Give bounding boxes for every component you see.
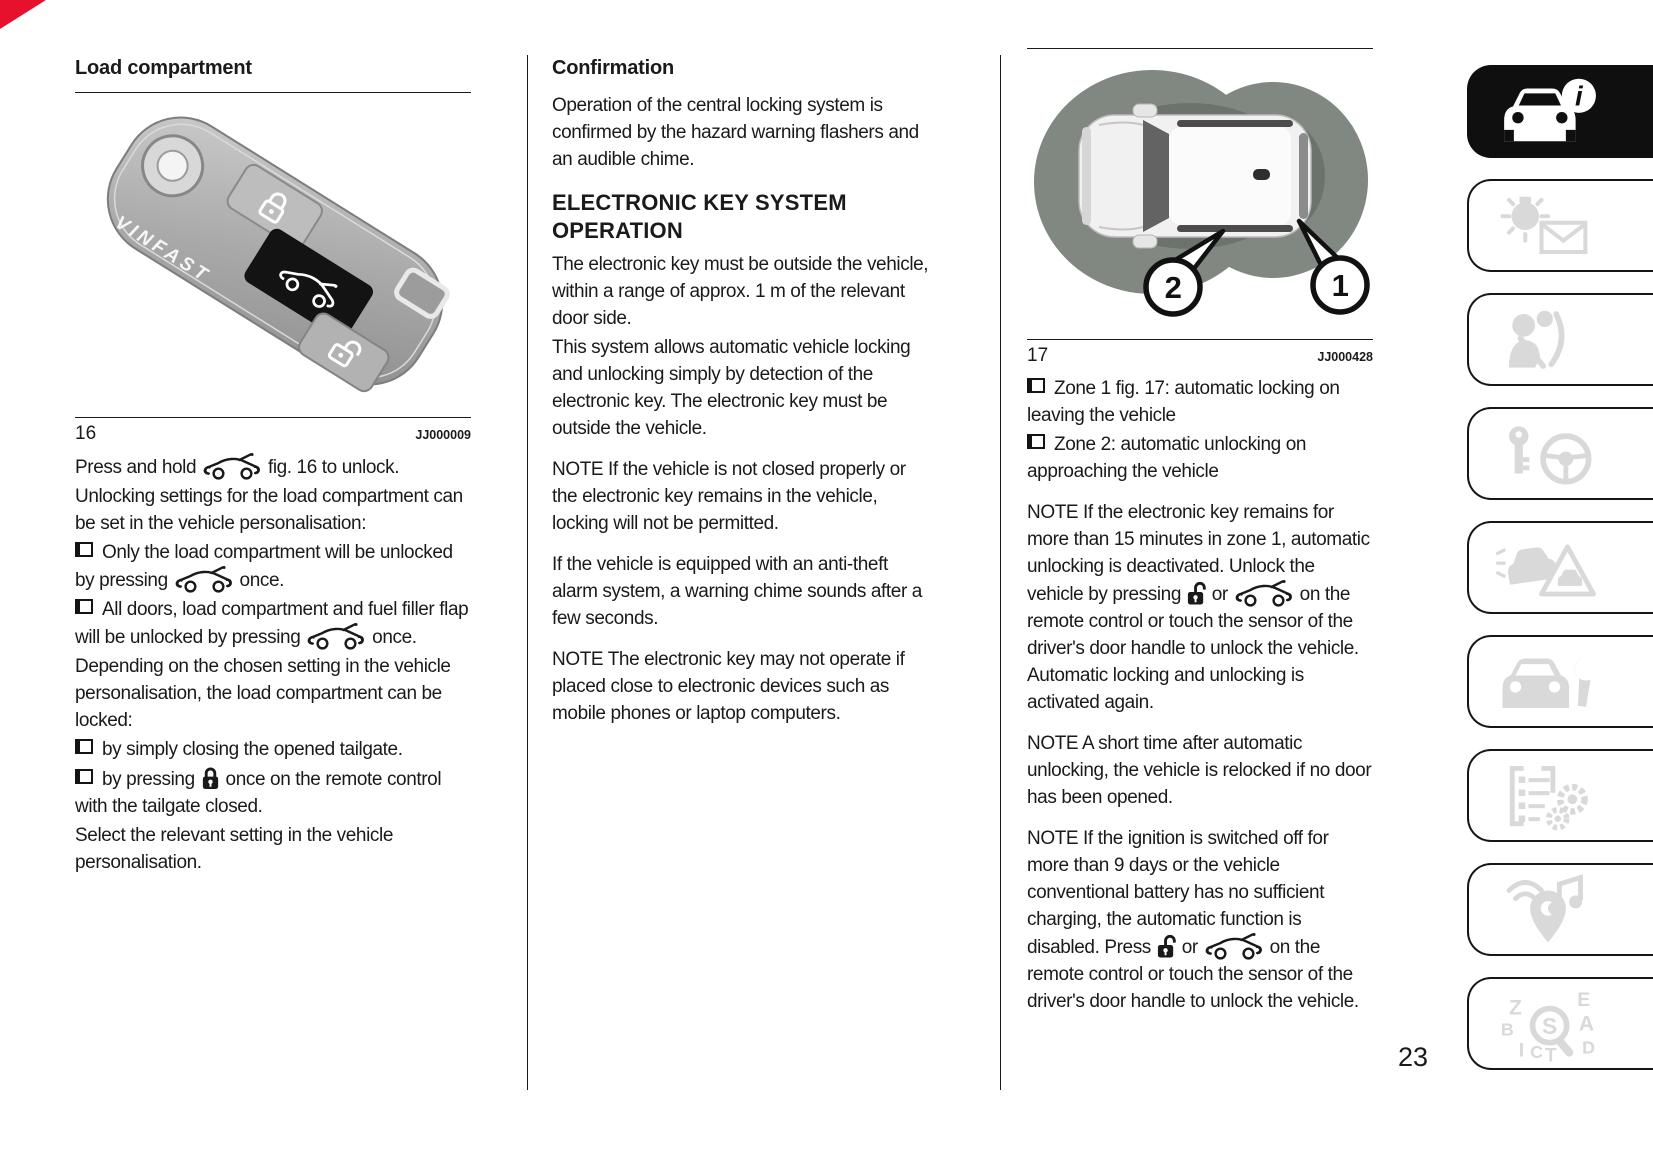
paragraph: Select the relevant setting in the vehicle personalisation. [75, 825, 394, 873]
tab-warning-lights-messages[interactable] [1467, 179, 1653, 272]
tab-emergency[interactable] [1467, 521, 1653, 614]
figure-code: JJ000428 [1317, 350, 1373, 364]
tab-starting-driving[interactable] [1467, 407, 1653, 500]
svg-text:i: i [1575, 80, 1583, 111]
svg-text:1: 1 [1331, 268, 1349, 303]
figure-17-caption [1027, 342, 1373, 371]
bullet-item: Zone 2: automatic unlocking on approaching the vehicle [1027, 434, 1307, 482]
chapter-heading: ELECTRONIC KEY SYSTEM OPERATION [552, 190, 847, 243]
svg-text:2: 2 [1164, 270, 1182, 305]
paragraph: Press and hold fig. 16 to unlock. [75, 453, 471, 481]
warning-lights-messages-icon [1489, 187, 1607, 265]
svg-text:A: A [1578, 1012, 1595, 1035]
car-top-view [1079, 104, 1311, 248]
figure-code: JJ000009 [415, 428, 471, 442]
paragraph: Operation of the central locking system is confirmed by the hazard warning flashers and an audible chime. [552, 95, 919, 170]
tab-technical-data[interactable] [1467, 749, 1653, 842]
bullet-item: by simply closing the opened tailgate. [75, 736, 471, 763]
tab-index[interactable] [1467, 977, 1653, 1070]
page-number: 23 [1398, 1042, 1429, 1072]
paragraph: If the vehicle is equipped with an anti-theft alarm system, a warning chime sounds after a few seconds. [552, 554, 922, 629]
key-steering-wheel-icon [1489, 415, 1607, 493]
square-bullet-icon [75, 769, 93, 784]
car-zones-illustration [1027, 49, 1373, 331]
car-open-tailgate-icon [173, 566, 235, 594]
svg-text:B: B [1500, 1018, 1514, 1039]
car-service-wrench-icon [1489, 643, 1607, 721]
car-open-tailgate-icon [201, 453, 263, 481]
column-electronic-key [552, 55, 932, 729]
alphabetical-index-icon [1489, 985, 1607, 1063]
lock-open-icon [1186, 580, 1207, 606]
square-bullet-icon [75, 739, 93, 754]
column-divider [1000, 55, 1001, 1090]
figure-16-key-fob [75, 93, 471, 417]
safety-airbag-icon [1489, 301, 1607, 379]
bullet-item: Zone 1 fig. 17: automatic locking on leaving the vehicle [1027, 378, 1340, 426]
section-heading: Confirmation [552, 57, 675, 79]
car-open-tailgate-icon [1233, 580, 1295, 608]
lock-closed-icon [200, 765, 221, 791]
svg-text:E: E [1577, 988, 1591, 1011]
figure-number: 16 [75, 423, 97, 444]
tab-vehicle-info[interactable] [1467, 65, 1653, 158]
paragraph: Unlocking settings for the load compartment can be set in the vehicle personalisation: [75, 486, 463, 534]
tab-servicing[interactable] [1467, 635, 1653, 728]
svg-text:S: S [1542, 1012, 1558, 1039]
technical-data-gears-icon [1489, 757, 1607, 835]
emergency-triangle-icon [1489, 529, 1607, 607]
page-corner-marker [0, 0, 46, 29]
column-zones [1027, 48, 1373, 1017]
multimedia-icon [1489, 871, 1607, 949]
column-load-compartment [75, 55, 471, 878]
figure-number: 17 [1027, 345, 1049, 366]
square-bullet-icon [75, 542, 93, 557]
svg-text:C: C [1530, 1041, 1544, 1062]
figure-bottom-rule [75, 417, 471, 418]
vehicle-info-icon [1489, 73, 1607, 151]
paragraph: Depending on the chosen setting in the vehicle personalisation, the load compartment can be locked: [75, 656, 451, 731]
bullet-item: All doors, load compartment and fuel filler flap will be unlocked by pressing once. [75, 596, 471, 651]
figure-bottom-rule [1027, 339, 1373, 340]
svg-text:I: I [1518, 1039, 1525, 1061]
svg-text:T: T [1544, 1043, 1557, 1063]
note-paragraph: NOTE If the ignition is switched off for more than 9 days or the vehicle conventional battery has no sufficient charging, the automatic function is disabled. Press or on the remote control or touch the sensor of the driver's door handle to unlock the vehicle. [1027, 828, 1359, 1012]
figure-17-zones [1027, 49, 1373, 339]
bullet-item: by pressing once on the remote control with the tailgate closed. [75, 765, 471, 820]
note-paragraph: NOTE The electronic key may not operate if placed close to electronic devices such as mobile phones or laptop computers. [552, 649, 905, 724]
svg-text:D: D [1582, 1036, 1596, 1057]
section-heading: Load compartment [75, 57, 252, 79]
key-fob-illustration [75, 93, 471, 409]
car-open-tailgate-icon [305, 623, 367, 651]
tab-safety[interactable] [1467, 293, 1653, 386]
lock-open-icon [1156, 933, 1177, 959]
square-bullet-icon [1027, 434, 1045, 449]
column-divider [527, 55, 528, 1090]
note-paragraph: NOTE If the electronic key remains for more than 15 minutes in zone 1, automatic unlocking is deactivated. Unlock the vehicle by pressing or on the remote control or touch the sensor of the driver's door handle to unlock the vehicle. Automatic locking and unlocking is activated again. [1027, 502, 1370, 713]
tab-multimedia[interactable] [1467, 863, 1653, 956]
figure-16-caption [75, 420, 471, 449]
paragraph: The electronic key must be outside the vehicle, within a range of approx. 1 m of the relevant door side. [552, 254, 929, 329]
note-paragraph: NOTE If the vehicle is not closed properly or the electronic key remains in the vehicle, locking will not be permitted. [552, 459, 906, 534]
note-paragraph: NOTE A short time after automatic unlocking, the vehicle is relocked if no door has been opened. [1027, 733, 1372, 808]
paragraph: This system allows automatic vehicle locking and unlocking simply by detection of the electronic key. The electronic key must be outside the vehicle. [552, 337, 911, 439]
fob-brand-text: VINFAST [111, 212, 215, 288]
square-bullet-icon [75, 599, 93, 614]
square-bullet-icon [1027, 378, 1045, 393]
car-open-tailgate-icon [1203, 933, 1265, 961]
svg-text:Z: Z [1509, 995, 1522, 1019]
bullet-item: Only the load compartment will be unlocked by pressing once. [75, 539, 471, 594]
